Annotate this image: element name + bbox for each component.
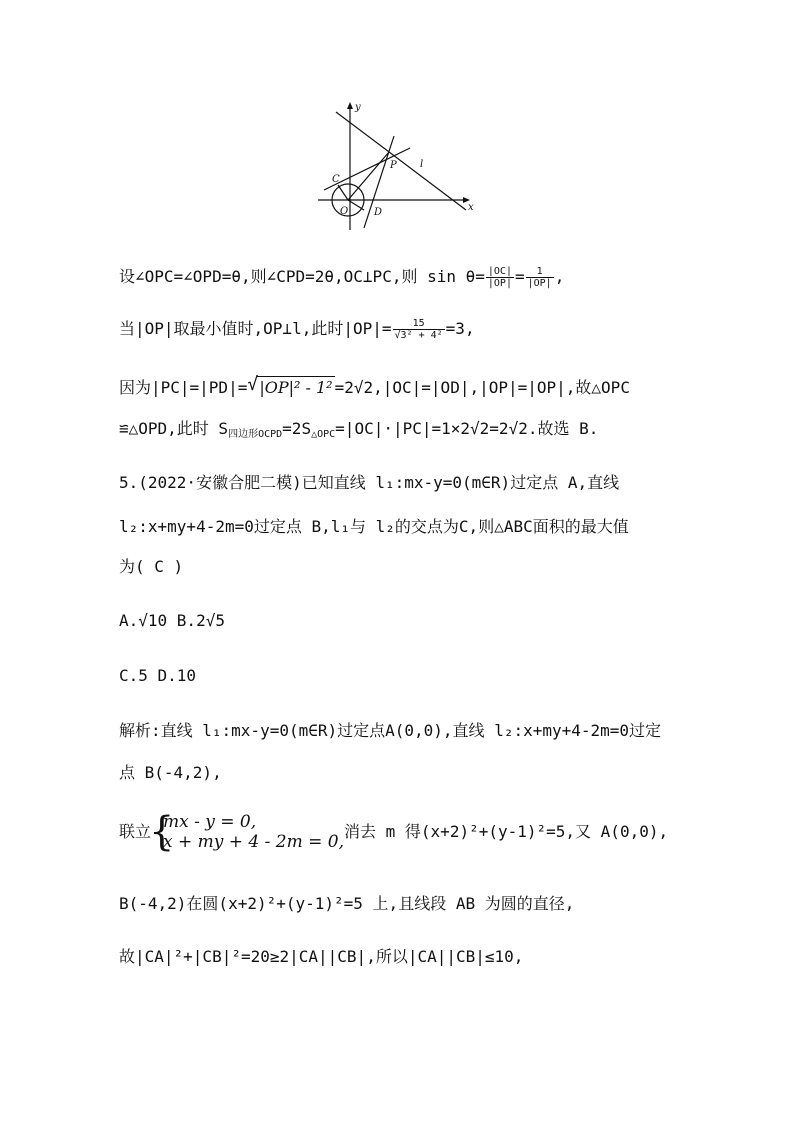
- solution-line-area: ≌△OPD,此时 $S_{四边形OCPD}=2S_{\triangle OPC}=|OC|\cdot|PC|=1\times 2√2=2√2$.故选 B.: [119, 419, 599, 440]
- y-axis-label: y: [355, 102, 361, 113]
- label-o: O: [340, 206, 349, 217]
- label-c: C: [332, 174, 340, 185]
- solution-line-min-op: 当|OP|取最小值时,OP⊥l,此时|OP|= $\frac{15}{\text{√3² + 4²}}$ =3,: [119, 318, 475, 341]
- analysis-line-2: 点 B(-4,2),: [119, 763, 222, 782]
- fraction-1-op: $\frac{1}{|OP|}$: [527, 266, 552, 289]
- question-5-line-1: 5.(2022·安徽合肥二模)已知直线 l₁:mx-y=0(m∈R)过定点 A,直线: [119, 473, 620, 492]
- line-l: [336, 112, 466, 210]
- question-5-line-2: l₂:x+my+4-2m=0过定点 B,l₁与 l₂的交点为C,则△ABC面积的最大值: [119, 517, 629, 536]
- solution-line-pc-pd: 因为|PC|=|PD|=√ |OP|² - 1² =2√2,|OC|=|OD|,|OP|=|OP|,故△OPC: [119, 376, 630, 399]
- options-c-d: C.5 D.10: [119, 666, 197, 685]
- y-arrow: [347, 102, 353, 109]
- fraction-oc-op: $\frac{|OC|}{|OP|}$: [487, 266, 512, 289]
- fraction-15: $\frac{15}{\text{√3² + 4²}}$: [394, 318, 443, 341]
- analysis-line-1: 解析:直线 l₁:mx-y=0(m∈R)过定点A(0,0),直线 l₂:x+my+4-2m=0过定: [119, 721, 662, 740]
- analysis-line-4: B(-4,2)在圆(x+2)²+(y-1)²=5 上,且线段 AB 为圆的直径,: [119, 894, 575, 913]
- segment-oc: [338, 185, 348, 200]
- radical-op: √ |OP|² - 1²: [247, 376, 334, 399]
- segment-op: [348, 152, 389, 200]
- x-axis-label: x: [468, 202, 474, 213]
- label-l: l: [420, 159, 424, 170]
- options-a-b: A.√10 B.2√5: [119, 611, 225, 630]
- geometry-figure: [318, 100, 478, 232]
- equation-system: { mx - y = 0, x + my + 4 - 2m = 0,: [151, 812, 344, 852]
- analysis-line-5: 故|CA|²+|CB|²=20≥2|CA||CB|,所以|CA||CB|≤10,: [119, 947, 524, 966]
- analysis-system-line: 联立 { mx - y = 0, x + my + 4 - 2m = 0, 消去 m 得(x+2)²+(y-1)²=5,又 A(0,0),: [119, 812, 668, 852]
- label-p: P: [390, 160, 397, 171]
- solution-line-angles: 设∠OPC=∠OPD=θ,则∠CPD=2θ,OC⊥PC,则 sin θ= $\frac{|OC|}{|OP|}$ = $\frac{1}{|OP|}$ ,: [119, 266, 565, 289]
- question-5-line-3: 为( C ): [119, 557, 184, 576]
- label-d: D: [374, 207, 383, 218]
